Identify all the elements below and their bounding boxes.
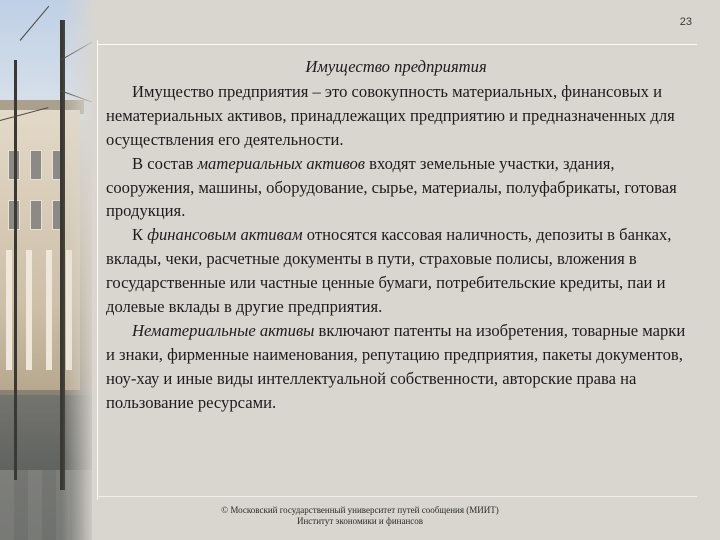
paragraph-definition [106, 80, 686, 152]
frame-line-bottom [97, 496, 697, 497]
term-financial-assets: финансовым активам [147, 225, 303, 245]
footer-copyright: © Московский государственный университет путей сообщения (МИИТ) [221, 505, 499, 515]
building-photo [0, 0, 92, 540]
paragraph-text: В состав [132, 153, 198, 173]
paragraph-text: включают патенты на изобретения, товарные марки и знаки, фирменные наименования, репутацию предприятия, пакеты документов, ноу-хау и иные виды интеллектуальной собственности, авторские права на пользование ресурсами. [106, 320, 686, 412]
term-intangible-assets: Нематериальные активы [132, 320, 315, 340]
term-material-assets: материальных активов [197, 153, 365, 173]
paragraph-text: К [132, 225, 148, 245]
paragraph-text: входят земельные участки, здания, сооружения, машины, оборудование, сырье, материалы, полуфабрикаты, готовая продукция. [106, 153, 677, 221]
paragraph-text: Имущество предприятия – это совокупность материальных, финансовых и нематериальных активов, принадлежащих предприятию и предназначенных для осуществления его деятельности. [106, 81, 675, 149]
page-number: 23 [679, 16, 692, 28]
footer-institute: Институт экономики и финансов [296, 516, 424, 526]
paragraph-material-assets [106, 152, 686, 224]
paragraph-intangible-assets [106, 319, 686, 415]
slide-content [106, 55, 686, 415]
paragraph-financial-assets [106, 223, 686, 319]
frame-line-vertical [97, 40, 98, 500]
slide-title: Имущество предприятия [305, 57, 487, 76]
paragraph-text: относятся кассовая наличность, депозиты в банках, вклады, чеки, расчетные документы в пути, страховые полисы, вложения в государственные или частные ценные бумаги, потребительские кредиты, паи и долевые вклады в другие предприятия. [106, 225, 672, 317]
footer [140, 505, 580, 527]
frame-line-top [97, 44, 697, 45]
